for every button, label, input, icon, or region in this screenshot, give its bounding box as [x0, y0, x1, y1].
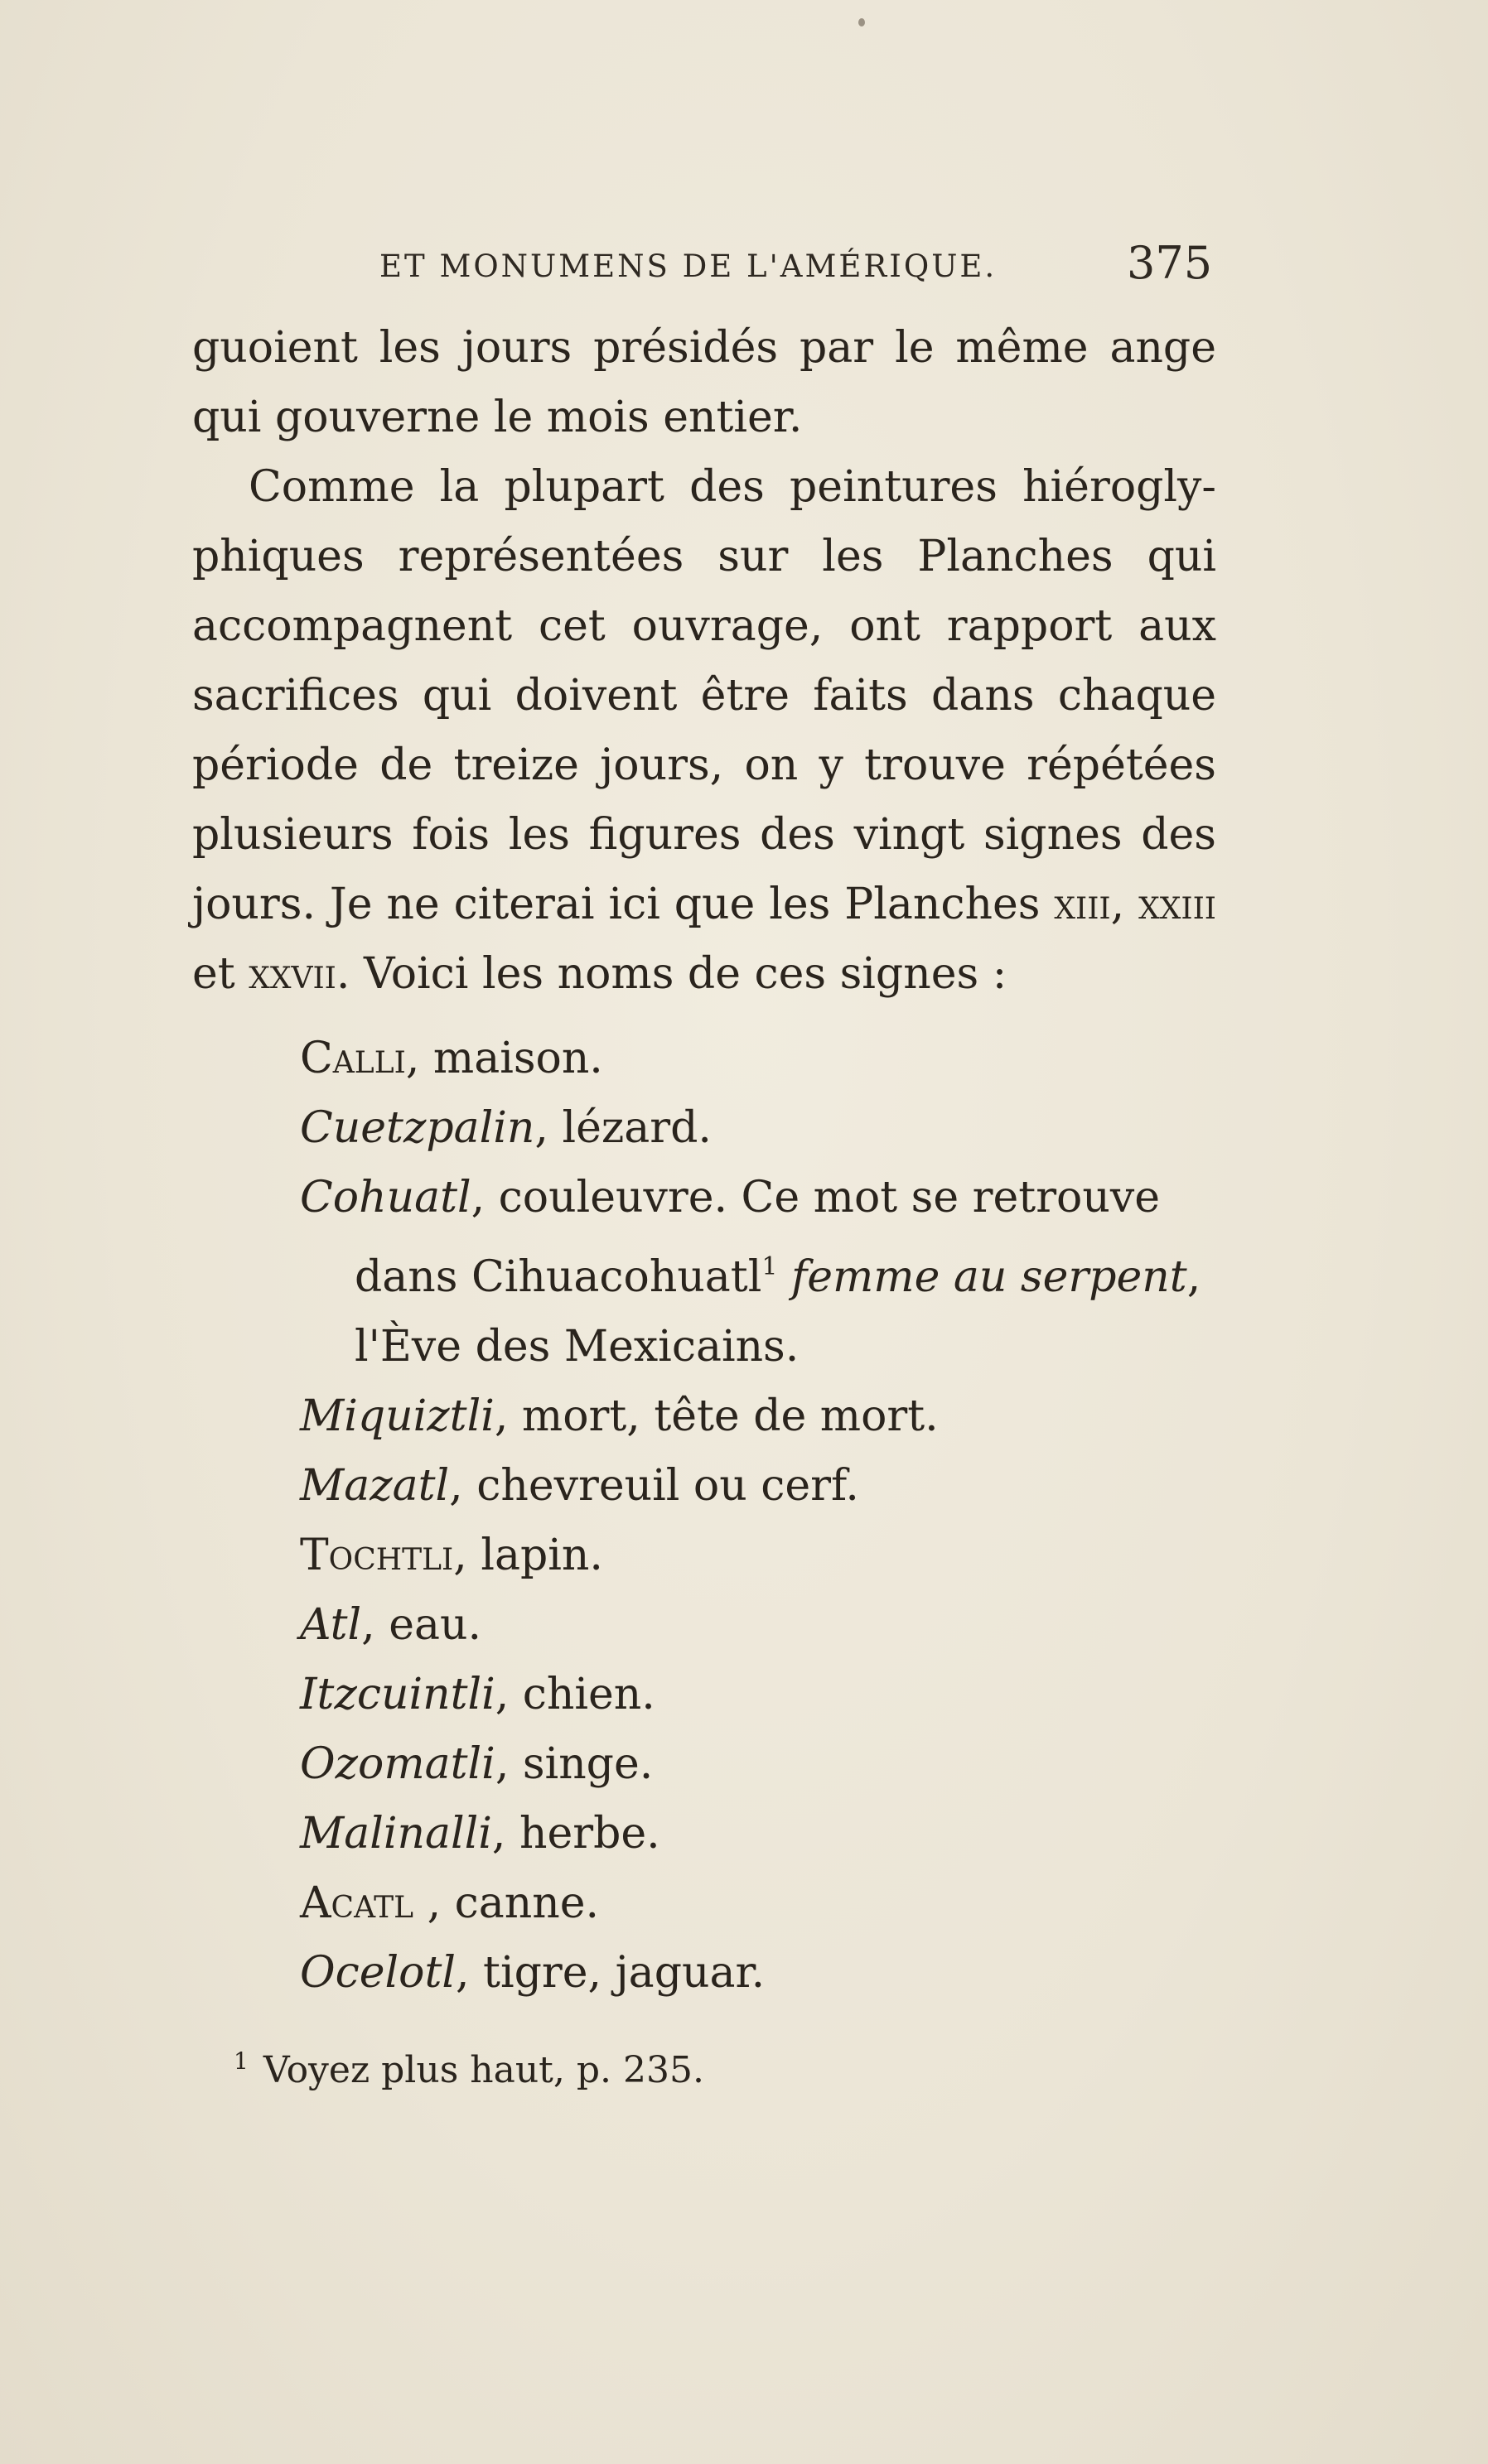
sign-meaning: , herbe. [491, 1809, 660, 1859]
sign-term: Cuetzpalin [300, 1103, 535, 1153]
list-item [300, 1729, 1216, 1799]
paragraph-2-text: Comme la plupart des peintures hiérogly-phiques représentées sur les Planches qui accompagnent cet ouvrage, ont rapport aux sacrifices qui doivent être faits dans chaque période de treize jours, on y trouve répétées plusieurs fois les figures des vingt signes des jours. Je ne citerai ici que les Planches [192, 462, 1216, 929]
list-item [300, 1521, 1216, 1590]
sign-term: Ocelotl [300, 1948, 456, 1998]
sign-meaning: , mort, tête de mort. [494, 1391, 939, 1441]
day-signs-list [300, 1024, 1216, 2008]
main-text [192, 313, 1216, 1009]
list-item [300, 1660, 1216, 1729]
sign-term: Calli [300, 1034, 406, 1083]
sign-meaning: , canne. [413, 1878, 600, 1928]
list-item [300, 1799, 1216, 1868]
cohuatl-gloss: femme au serpent [790, 1252, 1187, 1302]
sign-term: Miquiztli [300, 1391, 495, 1441]
list-item [300, 1024, 1216, 1093]
list-item [300, 1938, 1216, 2008]
sign-meaning: , lézard. [534, 1103, 712, 1153]
list-item [300, 1093, 1216, 1163]
sign-meaning: , chevreuil ou cerf. [449, 1461, 859, 1511]
sign-term: Acatl [300, 1878, 414, 1928]
ink-speck [858, 18, 865, 27]
sign-meaning: , tigre, jaguar. [456, 1948, 766, 1998]
sign-meaning: , singe. [495, 1739, 654, 1789]
sign-term: Tochtli [300, 1531, 454, 1580]
paragraph-2-mid: et [192, 949, 249, 999]
sign-term: Itzcuintli [300, 1670, 495, 1719]
sign-term: Cohuatl [300, 1173, 471, 1222]
sign-meaning: , maison. [405, 1034, 603, 1083]
list-item [300, 1590, 1216, 1660]
paragraph-2-sep: , [1110, 880, 1139, 929]
list-item [300, 1381, 1216, 1451]
list-item [300, 1163, 1216, 1381]
cohuatl-continuation [300, 1232, 1216, 1381]
sign-meaning: , eau. [361, 1600, 482, 1650]
footnote-mark: 1 [234, 2047, 249, 2075]
sign-meaning: , couleuvre. Ce mot se retrouve [471, 1173, 1160, 1222]
sign-term: Malinalli [300, 1809, 492, 1859]
cohuatl-cont-before: dans Cihuacohuatl [355, 1252, 762, 1302]
list-item [300, 1451, 1216, 1521]
page-number: 375 [1127, 237, 1213, 289]
paragraph-1: guoient les jours présidés par le même ange qui gouverne le mois entier. [192, 323, 1216, 442]
sign-term: Ozomatli [300, 1739, 495, 1789]
sign-term: Atl [300, 1600, 362, 1650]
sign-meaning: , lapin. [453, 1531, 603, 1580]
paragraph-2 [192, 452, 1216, 1009]
plate-ref-13: xiii [1054, 880, 1111, 929]
footnote-text: Voyez plus haut, p. 235. [263, 2049, 704, 2091]
plate-ref-27: xxvii [249, 949, 336, 999]
plate-ref-23: xxiii [1138, 880, 1217, 929]
sign-term: Mazatl [300, 1461, 450, 1511]
paragraph-2-end: . Voici les noms de ces signes : [336, 949, 1007, 999]
list-item [300, 1868, 1216, 1938]
running-head: ET MONUMENS DE L'AMÉRIQUE. [379, 248, 998, 284]
sign-meaning: , chien. [495, 1670, 655, 1719]
footnote [234, 2047, 704, 2091]
footnote-reference: 1 [761, 1252, 778, 1281]
cohuatl-cont-after: , l'Ève des Mexicains. [355, 1252, 1201, 1372]
